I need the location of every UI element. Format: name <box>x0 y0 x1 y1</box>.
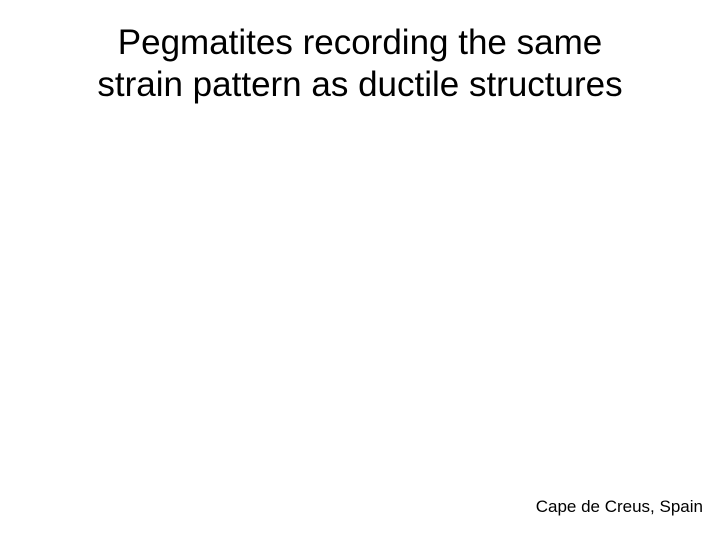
slide-title-line-1: Pegmatites recording the same <box>117 23 603 62</box>
location-caption: Cape de Creus, Spain <box>535 497 703 516</box>
slide-title <box>20 22 700 106</box>
slide-title-line-2: strain pattern as ductile structures <box>97 65 623 104</box>
